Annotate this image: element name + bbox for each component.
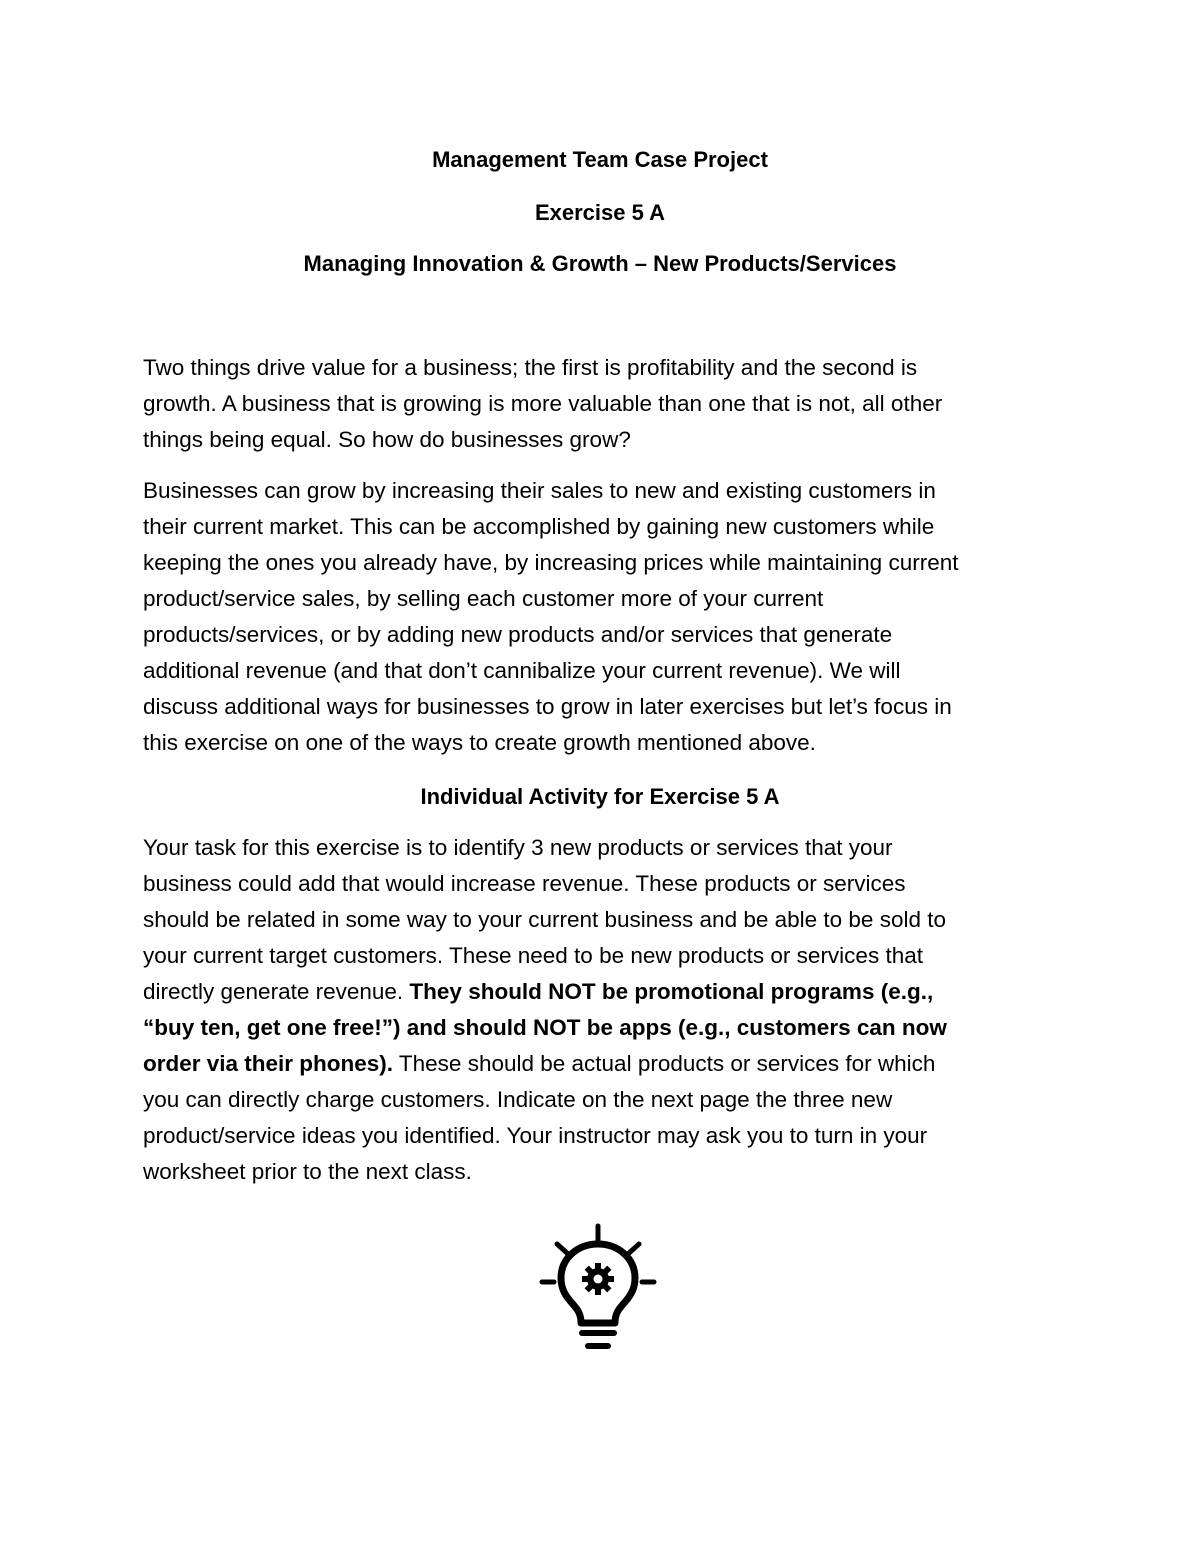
lightbulb-gear-icon [538, 1220, 658, 1355]
emphasis-text: They should NOT be promotional programs (e.g., [409, 979, 934, 1004]
activity-line [143, 1046, 1063, 1082]
intro-line: growth. A business that is growing is more valuable than one that is not, all other [143, 391, 943, 416]
growth-line: additional revenue (and that don’t cannibalize your current revenue). We will [143, 658, 901, 683]
emphasis-text: order via their phones). [143, 1051, 394, 1076]
growth-line: Businesses can grow by increasing their sales to new and existing customers in [143, 478, 936, 503]
activity-line: you can directly charge customers. Indicate on the next page the three new [143, 1087, 893, 1112]
activity-line: business could add that would increase revenue. These products or services [143, 871, 906, 896]
activity-text: These should be actual products or services for which [393, 1051, 936, 1076]
activity-line: worksheet prior to the next class. [143, 1159, 472, 1184]
activity-line: your current target customers. These need to be new products or services that [143, 943, 923, 968]
activity-line [143, 1010, 1063, 1046]
activity-heading: Individual Activity for Exercise 5 A [420, 784, 780, 809]
growth-line: this exercise on one of the ways to create growth mentioned above. [143, 730, 816, 755]
activity-line: Your task for this exercise is to identify 3 new products or services that your [143, 835, 893, 860]
growth-line: their current market. This can be accomplished by gaining new customers while [143, 514, 935, 539]
document-title: Management Team Case Project [432, 147, 768, 172]
activity-line [143, 974, 1063, 1010]
growth-line: keeping the ones you already have, by increasing prices while maintaining current [143, 550, 959, 575]
growth-paragraph [143, 473, 1063, 761]
activity-line: product/service ideas you identified. Your instructor may ask you to turn in your [143, 1123, 928, 1148]
growth-line: discuss additional ways for businesses to grow in later exercises but let’s focus in [143, 694, 952, 719]
activity-line: should be related in some way to your current business and be able to be sold to [143, 907, 946, 932]
exercise-subtitle: Exercise 5 A [534, 200, 666, 225]
activity-paragraph [143, 830, 1063, 1190]
intro-paragraph [143, 350, 1063, 458]
intro-line: things being equal. So how do businesses grow? [143, 427, 631, 452]
intro-line: Two things drive value for a business; the first is profitability and the second is [143, 355, 918, 380]
growth-line: product/service sales, by selling each customer more of your current [143, 586, 824, 611]
growth-line: products/services, or by adding new products and/or services that generate [143, 622, 893, 647]
emphasis-text: “buy ten, get one free!”) and should NOT be apps (e.g., customers can now [143, 1015, 947, 1040]
activity-text: directly generate revenue. [143, 979, 410, 1004]
topic-heading: Managing Innovation & Growth – New Products/Services [303, 251, 897, 276]
